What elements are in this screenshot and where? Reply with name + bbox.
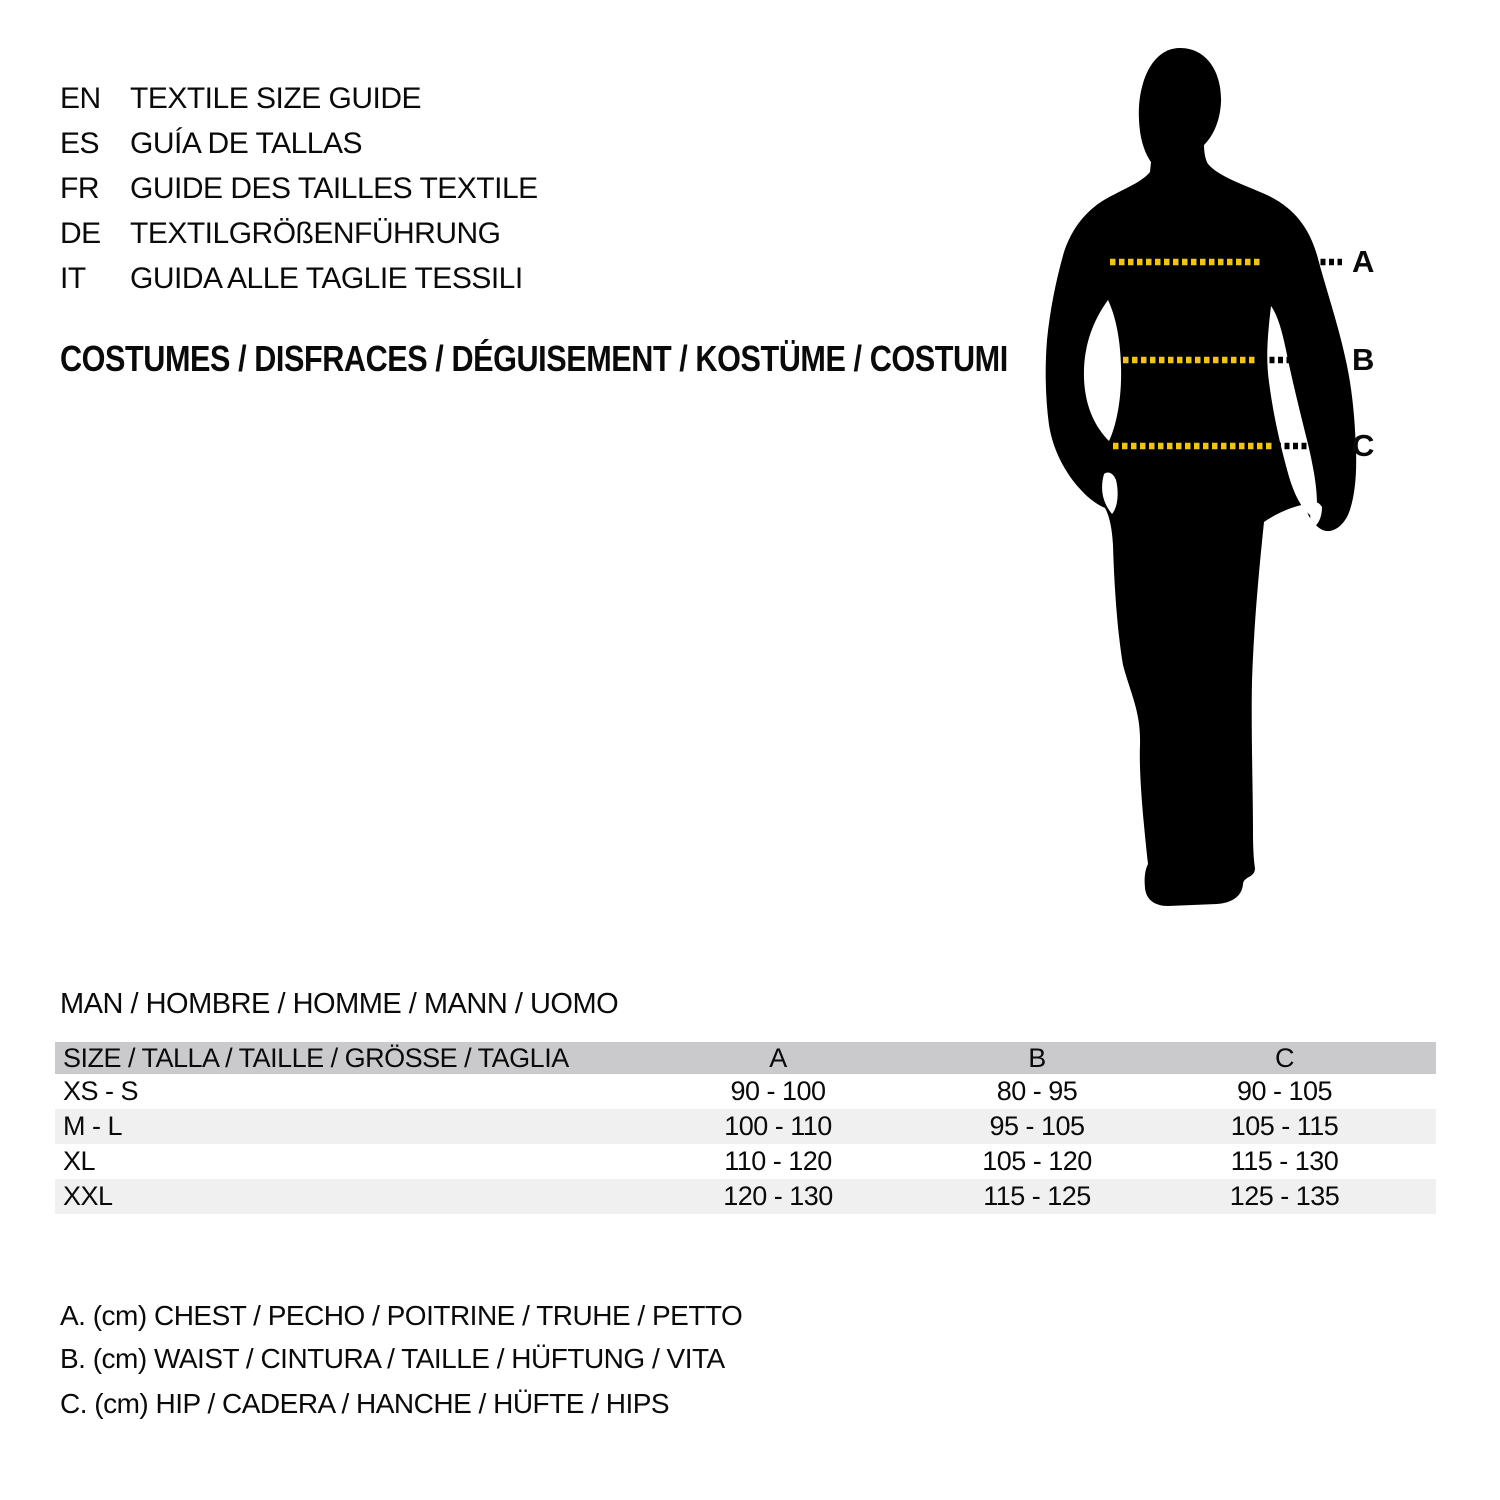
language-title: GUÍA DE TALLAS [130,127,362,160]
measure-label-b: B [1352,342,1375,377]
value-cell-b: 105 - 120 [982,1146,1092,1176]
language-row [60,83,421,115]
size-table-header-row [55,1042,1436,1074]
value-cell-c: 115 - 130 [1230,1146,1339,1176]
value-cell-c: 105 - 115 [1133,1109,1436,1144]
table-row [55,1109,1436,1144]
size-table [55,1042,1436,1214]
header-col-a: A [615,1042,941,1074]
table-row [55,1144,1436,1179]
language-code: FR [60,172,99,205]
category-heading: COSTUMES / DISFRACES / DÉGUISEMENT / KOSTÜME / COSTUMI [60,338,1008,379]
value-cell-a: 120 - 130 [615,1179,941,1214]
language-row [60,263,523,295]
language-code: ES [60,127,100,160]
header-col-c: C [1133,1042,1436,1074]
language-code: EN [60,82,101,115]
size-cell: M - L [55,1109,615,1144]
legend-line-a: A. (cm) CHEST / PECHO / POITRINE / TRUHE / PETTO [60,1300,743,1331]
legend-line-c: C. (cm) HIP / CADERA / HANCHE / HÜFTE / HIPS [60,1388,670,1419]
table-row [55,1074,1436,1109]
value-cell-a: 100 - 110 [615,1109,941,1144]
measure-label-c: C [1352,428,1375,463]
legend-line-b: B. (cm) WAIST / CINTURA / TAILLE / HÜFTUNG / VITA [60,1343,725,1374]
size-cell: XS - S [63,1076,139,1106]
language-title: GUIDA ALLE TAGLIE TESSILI [130,262,523,295]
man-silhouette-figure [1038,40,1372,920]
language-title: TEXTILGRÖßENFÜHRUNG [130,217,501,250]
language-title: TEXTILE SIZE GUIDE [130,82,422,115]
section-heading-man: MAN / HOMBRE / HOMME / MANN / UOMO [60,988,619,1020]
language-title: GUIDE DES TAILLES TEXTILE [130,172,538,205]
value-cell-a: 110 - 120 [724,1146,832,1176]
language-row [60,173,538,205]
hand-hip-gap-left [1102,472,1118,514]
size-cell: XXL [55,1179,615,1214]
size-cell: XL [63,1146,96,1176]
language-row [60,128,362,160]
header-col-b: B [941,1042,1133,1074]
language-row [60,218,501,250]
measure-label-a: A [1352,244,1375,279]
value-cell-b: 80 - 95 [996,1076,1078,1106]
value-cell-b: 115 - 125 [941,1179,1133,1214]
value-cell-b: 95 - 105 [941,1109,1133,1144]
language-code: IT [60,262,86,295]
value-cell-c: 90 - 105 [1236,1076,1333,1106]
table-row [55,1179,1436,1214]
value-cell-c: 125 - 135 [1133,1179,1436,1214]
header-size-label: SIZE / TALLA / TAILLE / GRÖSSE / TAGLIA [55,1042,615,1074]
language-code: DE [60,217,101,250]
value-cell-a: 90 - 100 [730,1076,826,1106]
